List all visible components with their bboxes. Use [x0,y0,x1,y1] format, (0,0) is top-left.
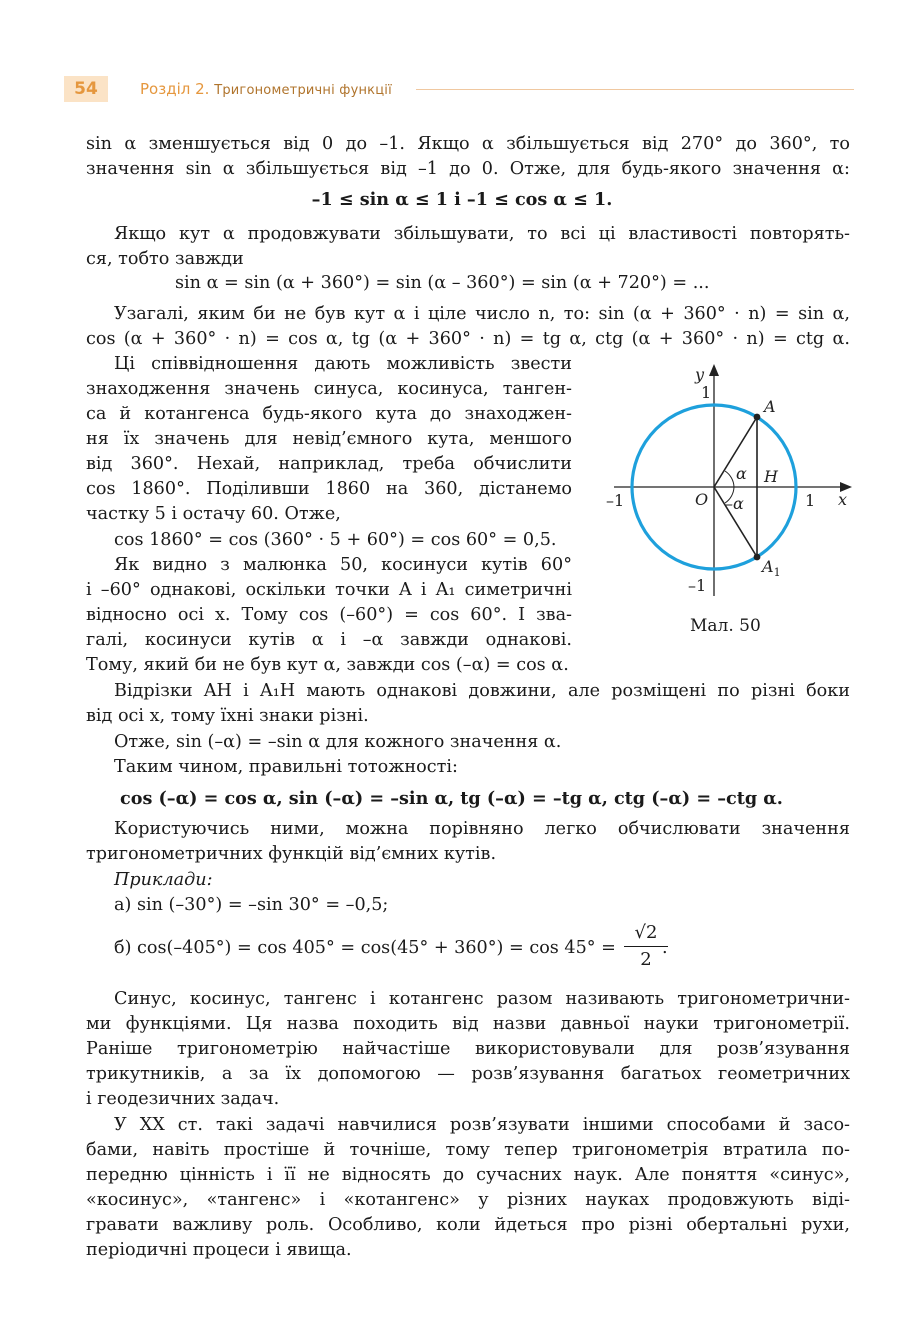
text-line: Ці співвідношення дають можливість звести [114,354,572,374]
fraction-numerator: √2 [624,920,668,947]
formula-cos1860: cos 1860° = cos (360° · 5 + 60°) = cos 60° = 0,5. [114,530,557,550]
formula-bounds: –1 ≤ sin α ≤ 1 і –1 ≤ cos α ≤ 1. [311,189,613,210]
text-line: частку 5 і остачу 60. Отже, [86,504,341,524]
fraction-denominator: 2 [640,949,652,970]
angle-alpha-label: α [736,464,747,483]
chapter-heading [140,76,392,104]
text-line: і –60° однакові, оскільки точки A і A₁ симетричні [86,580,572,600]
origin-label: O [695,490,709,509]
point-a1-label: $A_1$ [762,557,781,579]
page-number: 54 [64,76,108,102]
label-minus-one-bottom: –1 [688,576,707,595]
text-line: Тому, який би не був кут α, завжди cos (–α) = cos α. [86,655,569,675]
angle-arc-positive [725,471,734,487]
y-axis-arrow-icon [709,364,719,376]
text-line: Отже, sin (–α) = –sin α для кожного значення α. [114,732,562,752]
example-a: а) sin (–30°) = –sin 30° = –0,5; [114,895,389,915]
examples-heading: Приклади: [114,870,213,890]
text-line: і геодезичних задач. [86,1089,280,1109]
text-line: Користуючись ними, можна порівняно легко обчислювати значення [114,819,850,839]
unit-circle-diagram [600,356,860,606]
page-header [64,76,854,102]
text-line: передню цінність і її не відносять до сучасних наук. Але поняття «синус», [86,1165,850,1185]
text-line: Синус, косинус, тангенс і котангенс разом називають тригонометрични- [114,989,850,1009]
x-axis-label: x [838,490,848,509]
angle-minus-alpha-label: –α [725,494,744,513]
text-line: періодичні процеси і явища. [86,1240,352,1260]
chapter-title: Тригонометричні функції [214,83,392,98]
text-line: Якщо кут α продовжувати збільшувати, то всі ці властивості повторять- [114,224,850,244]
text-line: значення sin α збільшується від –1 до 0. Отже, для будь-якого значення α: [86,159,850,179]
text-line: гравати важливу роль. Особливо, коли йдеться про різні обертальні рухи, [86,1215,850,1235]
text-line: галі, косинуси кутів α і –α завжди однакові. [86,630,572,650]
point-a-label: A [764,397,776,416]
text-line: cos (α + 360° · n) = cos α, tg (α + 360° · n) = tg α, ctg (α + 360° · n) = ctg α. [86,329,850,349]
text-line: знаходження значень синуса, косинуса, танген- [86,379,572,399]
section-label: Розділ 2. [140,80,210,98]
formula-periodicity: sin α = sin (α + 360°) = sin (α – 360°) = sin (α + 720°) = ... [175,273,710,293]
point-a-dot [754,414,761,421]
formula-identities: cos (–α) = cos α, sin (–α) = –sin α, tg (–α) = –tg α, ctg (–α) = –ctg α. [120,788,783,809]
text-line: ми функціями. Ця назва походить від назви давньої науки тригонометрії. [86,1014,850,1034]
example-b: б) cos(–405°) = cos 405° = cos(45° + 360°) = cos 45° = [114,938,616,958]
text-line: sin α зменшується від 0 до –1. Якщо α збільшується від 270° до 360°, то [86,134,850,154]
text-line: від осі x, тому їхні знаки різні. [86,706,369,726]
text-line: са й котангенса будь-якого кута до знаходжен- [86,404,572,424]
label-one-top: 1 [701,383,712,402]
y-axis-label: y [695,365,705,384]
label-one-right: 1 [805,491,816,510]
text-line: cos 1860°. Поділивши 1860 на 360, дістанемо [86,479,572,499]
text-line: тригонометричних функцій від’ємних кутів. [86,844,497,864]
text-line: «косинус», «тангенс» і «котангенс» у різних науках продовжують віді- [86,1190,850,1210]
text-line: Як видно з малюнка 50, косинуси кутів 60° [114,555,572,575]
text-line: ня їх значень для невід’ємного кута, меншого [86,429,572,449]
text-line: трикутників, а за їх допомогою — розв’язування багатьох геометричних [86,1064,850,1084]
point-a1-dot [754,554,761,561]
text-line: ся, тобто завжди [86,249,244,269]
example-b-period: . [662,938,668,958]
text-line: Раніше тригонометрію найчастіше використовували для розв’язування [86,1039,850,1059]
text-line: Таким чином, правильні тотожності: [114,757,458,777]
label-minus-one-left: –1 [606,491,625,510]
text-line: Узагалі, яким би не був кут α і ціле число n, то: sin (α + 360° · n) = sin α, [114,304,850,324]
header-rule [416,89,854,90]
text-line: У XX ст. такі задачі навчилися розв’язувати іншими способами й засо- [114,1115,850,1135]
point-h-label: H [764,467,778,486]
unit-circle-figure [600,356,860,606]
text-line: бами, навіть простіше й точніше, тому тепер тригонометрія втратила по- [86,1140,850,1160]
text-line: Відрізки AH і A₁H мають однакові довжини, але розміщені по різні боки [114,681,850,701]
text-line: від 360°. Нехай, наприклад, треба обчислити [86,454,572,474]
figure-caption: Мал. 50 [690,616,761,636]
text-line: відносно осі x. Тому cos (–60°) = cos 60°. І зва- [86,605,572,625]
